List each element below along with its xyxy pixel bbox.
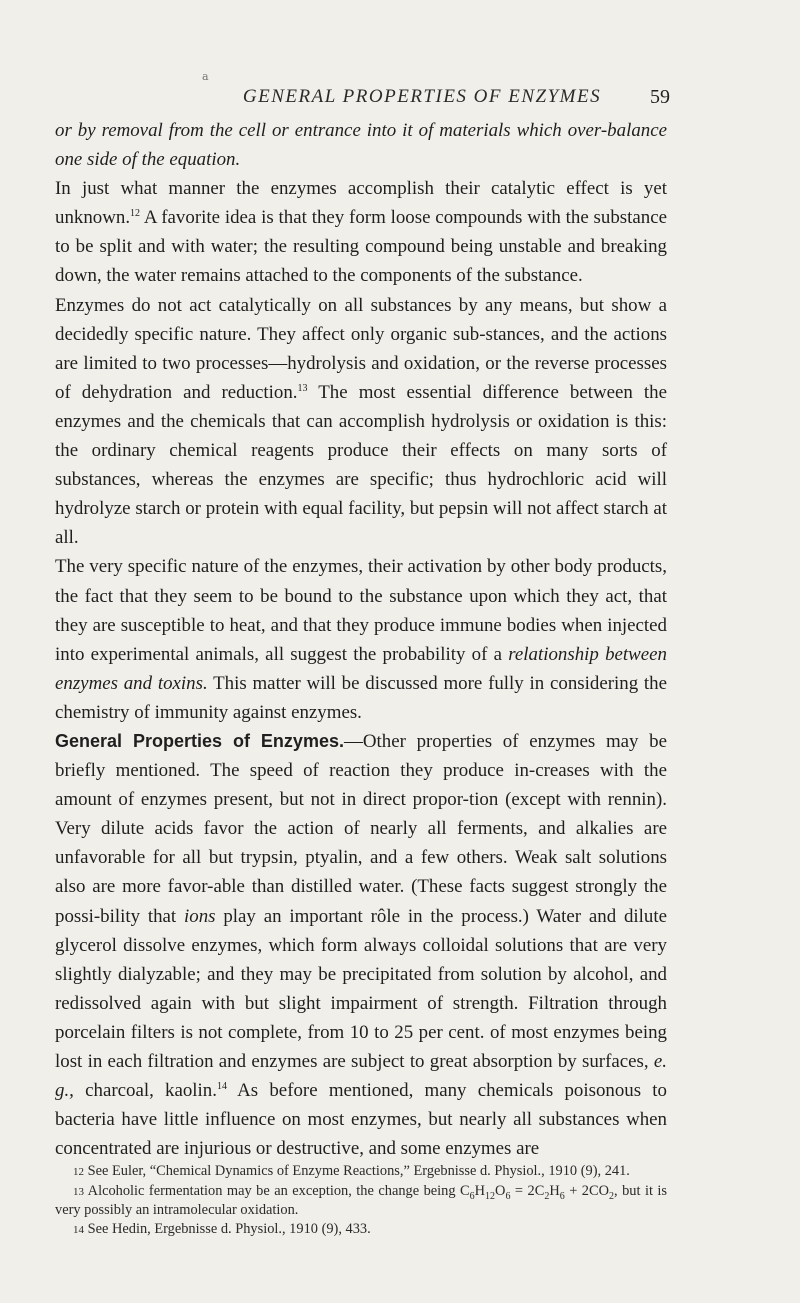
paragraph-continuation [55, 116, 667, 174]
footnote-12: 12 See Euler, “Chemical Dynamics of Enzyme Reactions,” Ergebnisse d. Physiol., 1910 (9), 241. [73, 1163, 630, 1179]
footnote-ref-13: 13 [297, 382, 308, 394]
italic-text: ions [184, 905, 216, 927]
italic-text: or by removal from the cell or entrance into it of materials which over-balance one side of the equation. [55, 120, 667, 171]
page-number: 59 [650, 86, 670, 108]
paragraph-catalytic-effect: In just what manner the enzymes accomplish their catalytic effect is yet unknown.$^{12}$ A favorite idea is that they form loose compounds with the substance to be split and with water; the resulting compound being unstable and breaking down, the water remains attached to the components of the substance. [55, 178, 667, 287]
stray-mark: a [202, 70, 209, 83]
section-heading: General Properties of Enzymes. [55, 730, 344, 751]
paragraph-specific-nature: Enzymes do not act catalytically on all substances by any means, but show a decidedly specific nature. They affect only organic sub-stances, and the actions are limited to two processes—hydrolysis and oxidation, or the reverse processes of dehydration and reduction.$^{13}$ The most essential difference between the enzymes and the chemicals that can accomplish hydrolysis or oxidation is this: the ordinary chemical reagents produce their effects on many sorts of substances, whereas the enzymes are specific; thus hydrochloric acid will hydrolyze starch or protein with equal facility, but pepsin will not affect starch at all. [55, 294, 668, 549]
paragraph-toxins: The very specific nature of the enzymes, their activation by other body products, the fact that they seem to be bound to the substance upon which they act, that they are susceptible to heat, and that they produce immune bodies when injected into experimental animals, all suggest the probability of a relationship between enzymes and toxins. This matter will be discussed more fully in considering the chemistry of immunity against enzymes. [55, 556, 667, 723]
body-text [55, 116, 667, 1163]
footnote-13: 13 Alcoholic fermentation may be an exception, the change being $C_6H_{12}O_6 = 2C_2H_6 + 2CO_2$, but it is very possibly an intramolecular oxidation. [55, 1182, 668, 1219]
italic-text: e. g., [55, 1051, 667, 1102]
running-head: GENERAL PROPERTIES OF ENZYMES [242, 86, 602, 107]
paragraph-general-properties: General Properties of Enzymes.—Other properties of enzymes may be briefly mentioned. The speed of reaction they produce in-creases with the amount of enzymes present, but not in direct propor-tion (except with rennin). Very dilute acids favor the action of nearly all ferments, and alkalies are unfavorable for all but trypsin, ptyalin, and a few others. Weak salt solutions also are more favor-able than distilled water. (These facts suggest strongly the possi-bility that ions play an important rôle in the process.) Water and dilute glycerol dissolve enzymes, which form always colloidal solutions that are very slightly dialyzable; and they may be precipitated from solution by alcohol, and redissolved again with but slight impairment of strength. Filtration through porcelain filters is not complete, from 10 to 25 per cent. of most enzymes being lost in each filtration and enzymes are subject to great absorption by surfaces, e. g., charcoal, kaolin.$^{14}$ As before mentioned, many chemicals poisonous to bacteria have little influence on most enzymes, but nearly all substances when concentrated are injurious or destructive, and some enzymes are [55, 730, 668, 1160]
footnote-ref-12: 12 [130, 208, 141, 220]
italic-text: relationship between enzymes and toxins. [55, 643, 667, 694]
footnotes [55, 1162, 667, 1239]
footnote-14: 14 See Hedin, Ergebnisse d. Physiol., 1910 (9), 433. [73, 1220, 371, 1237]
footnote-ref-14: 14 [216, 1081, 227, 1093]
